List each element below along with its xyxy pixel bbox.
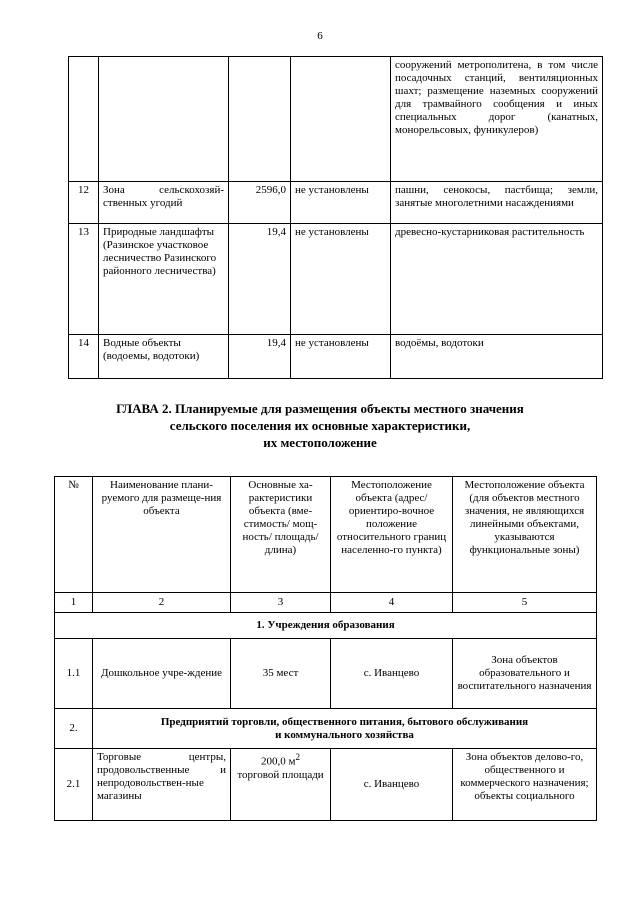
table-row: [69, 224, 603, 335]
zone-name: Водные объекты (водоемы, водотоки): [99, 335, 229, 379]
zone-regime: не установлены: [291, 224, 391, 335]
row-number: 1.1: [55, 639, 93, 709]
zone-name: Природные ландшафты (Разинское участковое лесничество Разинского районного лесничества): [99, 224, 229, 335]
header-object-name: Наименование плани-руемого для размеще-ния объекта: [93, 477, 231, 593]
table-row: [55, 749, 597, 821]
header-characteristics: Основные ха-рактеристики объекта (вме-стимость/ мощ-ность/ площадь/ длина): [231, 477, 331, 593]
object-zone: Зона объектов образовательного и воспитательного назначения: [453, 639, 597, 709]
planned-objects-table: [54, 476, 597, 821]
section-title-line: и коммунального хозяйства: [275, 728, 414, 741]
object-zone: Зона объектов делово-го, общественного и коммерческого назначения; объекты социального: [453, 749, 597, 821]
capacity-value: 200,0 м: [260, 755, 296, 768]
column-number: 4: [331, 593, 453, 613]
header-location: Местоположение объекта (адрес/ ориентиро-вочное положение относительного границ населенно-го пункта): [331, 477, 453, 593]
zone-name: [99, 57, 229, 182]
table-row: [55, 639, 597, 709]
zone-purpose: пашни, сенокосы, пастбища; земли, занятые многолетними насаждениями: [391, 182, 603, 224]
column-numbers-row: [55, 593, 597, 613]
column-number: 1: [55, 593, 93, 613]
chapter-heading: [60, 400, 580, 451]
header-number: №: [55, 477, 93, 593]
zone-purpose: древесно-кустарниковая растительность: [391, 224, 603, 335]
zone-name: Зона сельскохозяй-ственных угодий: [99, 182, 229, 224]
zone-regime: не установлены: [291, 182, 391, 224]
table-row: [69, 57, 603, 182]
column-number: 3: [231, 593, 331, 613]
zone-regime: не установлены: [291, 335, 391, 379]
chapter-heading-line: их местоположение: [263, 435, 377, 450]
object-name: Торговые центры, продовольственные и непродовольствен-ные магазины: [93, 749, 231, 821]
object-capacity: 35 мест: [231, 639, 331, 709]
object-location: с. Иванцево: [331, 639, 453, 709]
zone-area: 19,4: [229, 224, 291, 335]
table-row: [69, 335, 603, 379]
zone-area: 19,4: [229, 335, 291, 379]
table-row: [69, 182, 603, 224]
zone-regime: [291, 57, 391, 182]
functional-zones-table: [68, 56, 603, 379]
object-location: с. Иванцево: [331, 749, 453, 821]
row-number: 12: [69, 182, 99, 224]
zone-purpose: водоёмы, водотоки: [391, 335, 603, 379]
page-number: 6: [317, 30, 323, 42]
object-capacity: [231, 749, 331, 821]
object-name: Дошкольное учре-ждение: [93, 639, 231, 709]
column-number: 2: [93, 593, 231, 613]
row-number: [69, 57, 99, 182]
chapter-heading-line: ГЛАВА 2. Планируемые для размещения объекты местного значения: [116, 401, 524, 416]
chapter-heading-line: сельского поселения их основные характеристики,: [169, 418, 471, 433]
section-title-line: Предприятий торговли, общественного питания, бытового обслуживания: [160, 715, 529, 728]
row-number: 2.1: [55, 749, 93, 821]
row-number: 13: [69, 224, 99, 335]
zone-area: [229, 57, 291, 182]
header-functional-zone: Местоположение объекта (для объектов местного значения, не являющихся линейными объектами, указываются функциональные зоны): [453, 477, 597, 593]
zone-purpose: сооружений метрополитена, в том числе посадочных станций, вентиляционных шахт; размещение наземных сооружений для трамвайного сообщения и иных специальных дорог (канатных, монорельсовых, фуникулеров): [391, 57, 603, 182]
row-number: 14: [69, 335, 99, 379]
section-row: [55, 709, 597, 749]
table-header-row: [55, 477, 597, 593]
section-title: 1. Учреждения образования: [55, 613, 597, 639]
capacity-unit-power: 2: [295, 752, 301, 762]
column-number: 5: [453, 593, 597, 613]
section-number: 2.: [55, 709, 93, 749]
capacity-unit-rest: торговой площади: [237, 768, 324, 781]
zone-area: 2596,0: [229, 182, 291, 224]
section-title: [93, 709, 597, 749]
section-row: [55, 613, 597, 639]
